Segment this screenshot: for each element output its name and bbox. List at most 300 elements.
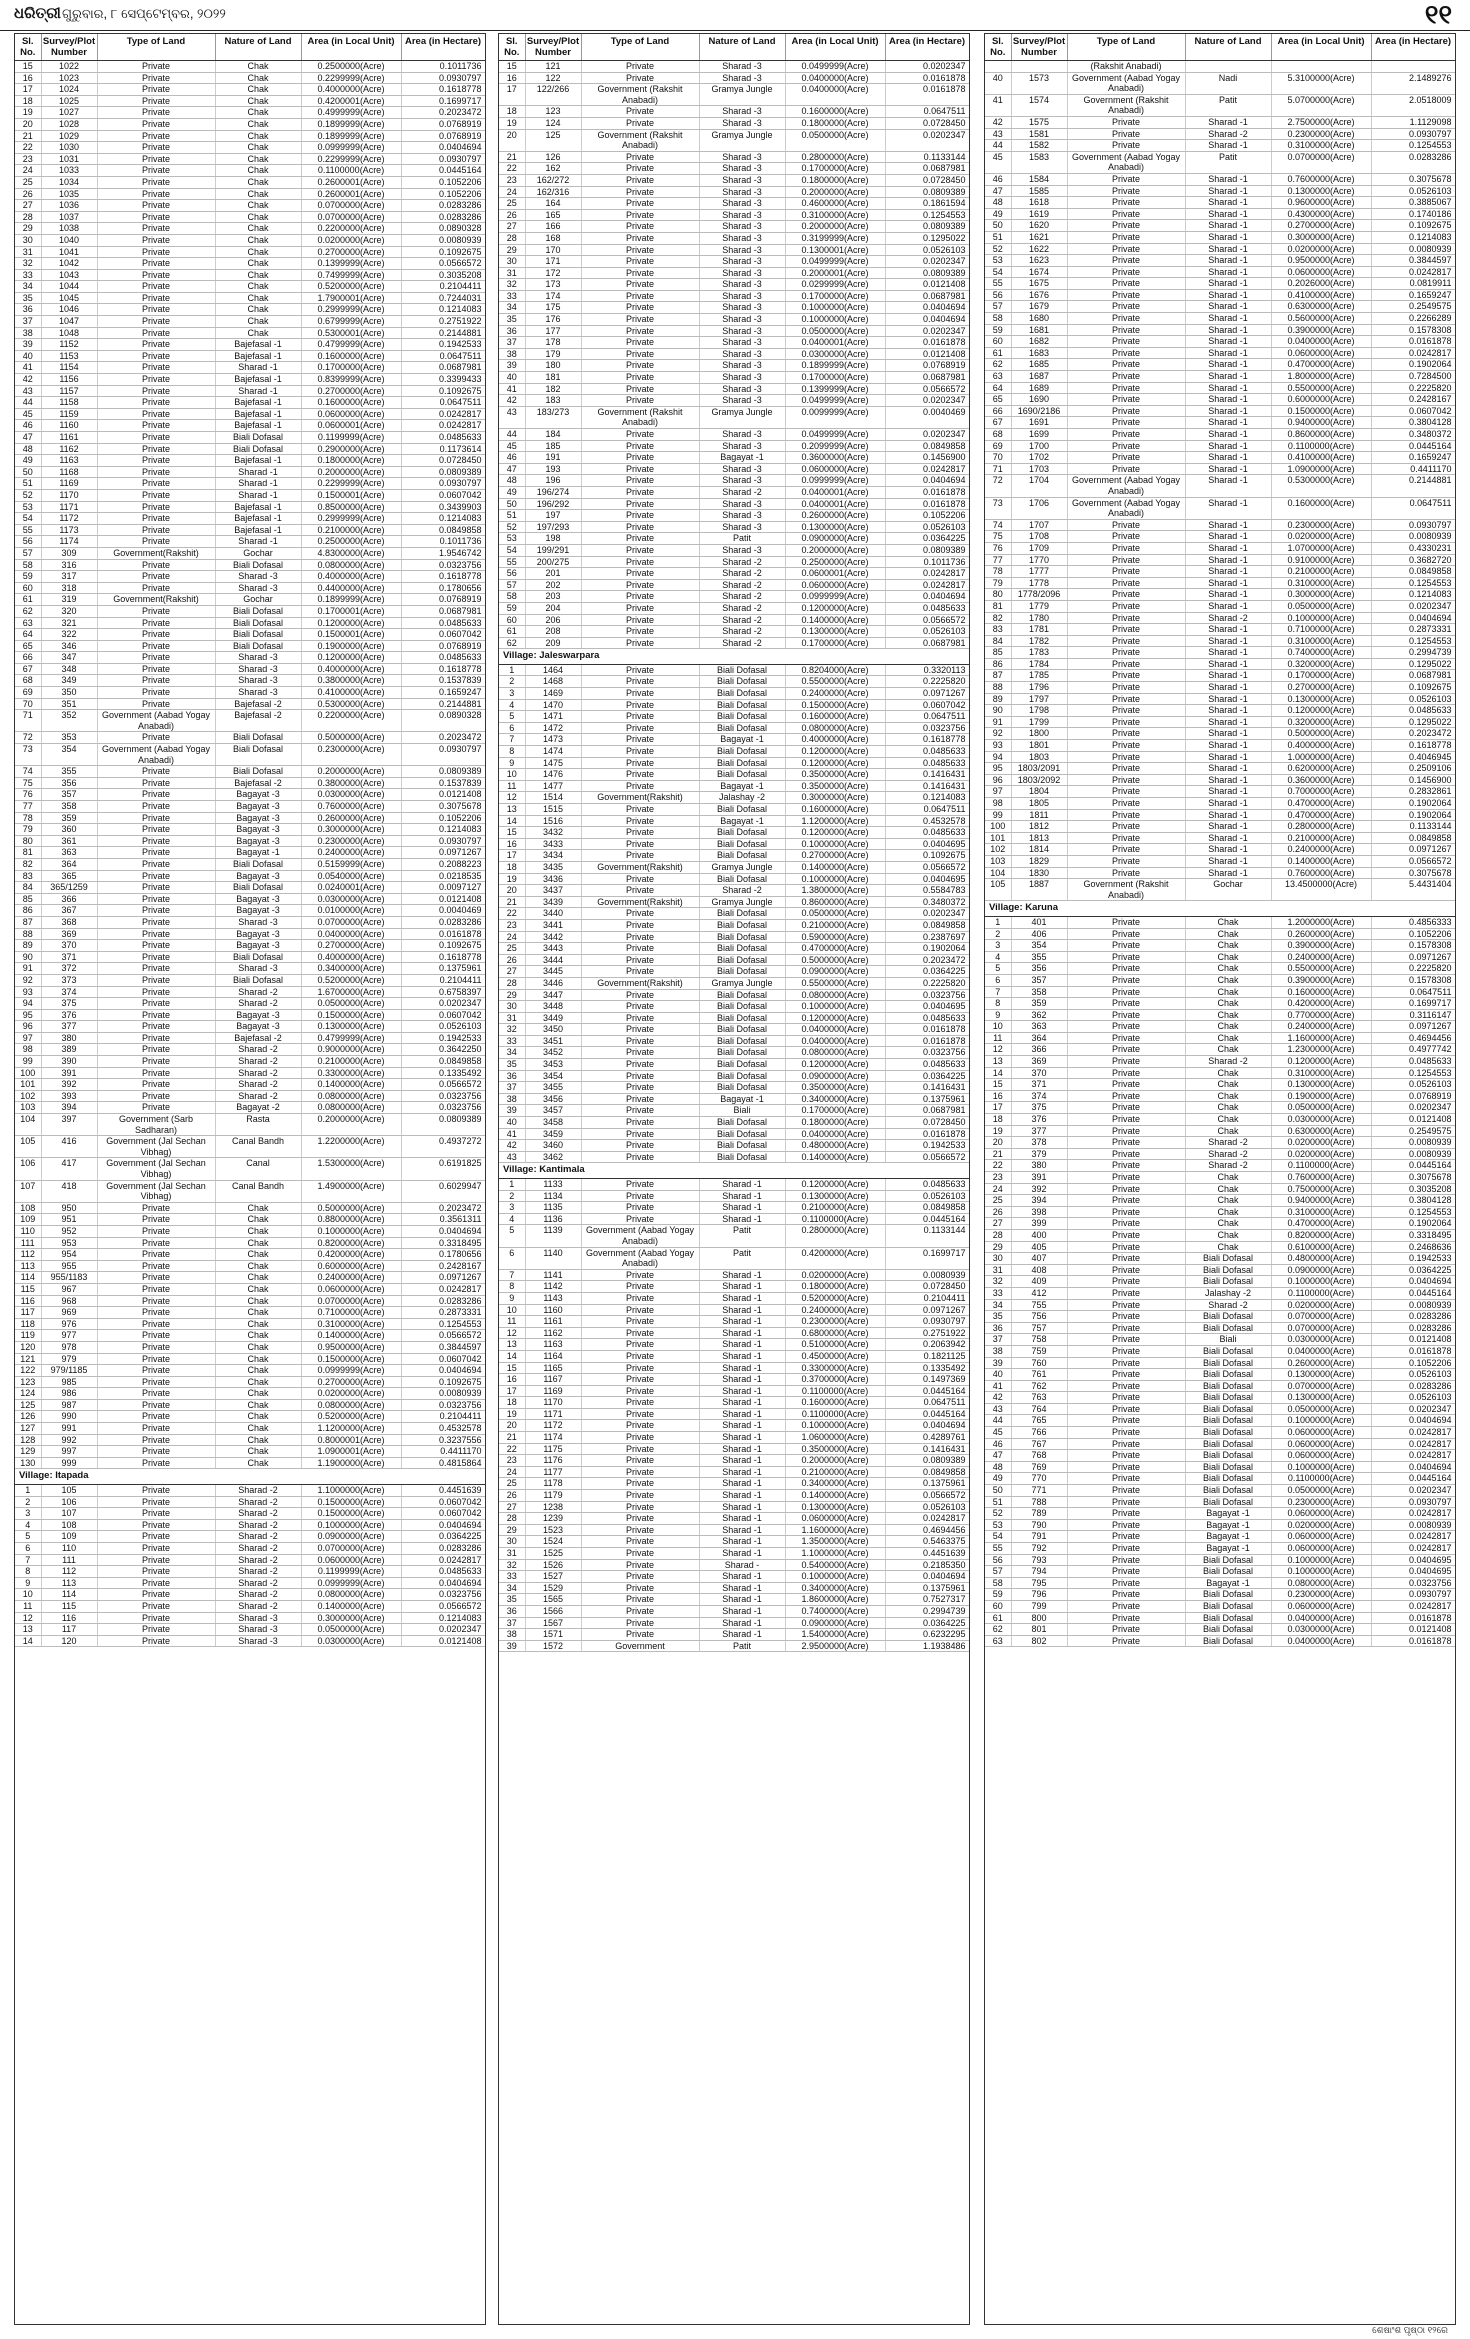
dateline: ଗୁରୁବାର, ୮ ସେପ୍ଟେମ୍ବର, ୨୦୨୨ [62, 6, 226, 21]
area-local-cell: 0.2900000(Acre) [301, 443, 401, 455]
sl-no-cell: 15 [15, 61, 41, 73]
area-hectare-cell: 0.1699717 [885, 1247, 969, 1269]
survey-plot-cell: 1779 [1011, 600, 1067, 612]
land-type-cell: Private [581, 72, 699, 84]
sl-no-cell: 13 [499, 1339, 525, 1351]
land-type-cell: Private [581, 1455, 699, 1467]
sl-no-cell: 29 [499, 1524, 525, 1536]
sl-no-cell: 27 [499, 221, 525, 233]
area-local-cell: 0.3100000(Acre) [1271, 577, 1371, 589]
area-local-cell: 0.9400000(Acre) [1271, 1195, 1371, 1207]
land-nature-cell: Sharad -2 [1185, 1056, 1271, 1068]
land-nature-cell: Biali Dofasal [699, 966, 785, 978]
land-nature-cell: Biali Dofasal [699, 850, 785, 862]
land-nature-cell: Chak [215, 281, 301, 293]
table-row [499, 1024, 969, 1036]
table-row [499, 579, 969, 591]
survey-plot-cell: 375 [41, 998, 97, 1010]
land-nature-cell: Sharad -2 [215, 1079, 301, 1091]
area-hectare-cell: 0.1011736 [885, 556, 969, 568]
land-type-cell: Private [581, 198, 699, 210]
survey-plot-cell: 1153 [41, 350, 97, 362]
land-nature-cell: Sharad -1 [1185, 751, 1271, 763]
survey-plot-cell: 348 [41, 663, 97, 675]
survey-plot-cell: 757 [1011, 1322, 1067, 1334]
area-hectare-cell: 0.0161878 [885, 337, 969, 349]
area-local-cell: 0.1500001(Acre) [301, 629, 401, 641]
survey-plot-cell: 3447 [525, 989, 581, 1001]
land-type-cell: Private [581, 1490, 699, 1502]
table-row [15, 905, 485, 917]
table-row [499, 302, 969, 314]
survey-plot-cell: 1573 [1011, 72, 1067, 94]
area-hectare-cell: 0.2266289 [1371, 313, 1455, 325]
land-type-cell: Private [1067, 774, 1185, 786]
table-row [985, 1624, 1455, 1636]
land-nature-cell: Sharad -1 [699, 1190, 785, 1202]
land-nature-cell: Sharad -1 [1185, 371, 1271, 383]
survey-plot-cell: 111 [41, 1554, 97, 1566]
land-type-cell: Private [581, 1179, 699, 1191]
table-row [985, 128, 1455, 140]
area-hectare-cell: 0.0323756 [885, 1047, 969, 1059]
area-local-cell: 1.0900001(Acre) [301, 1446, 401, 1458]
land-nature-cell: Chak [1185, 1102, 1271, 1114]
table-row [15, 1090, 485, 1102]
area-hectare-cell: 0.0161878 [885, 1024, 969, 1036]
sl-no-cell: 17 [985, 1102, 1011, 1114]
area-hectare-cell: 0.4330231 [1371, 542, 1455, 554]
table-row [15, 571, 485, 583]
table-row [499, 885, 969, 897]
land-type-cell: Private [581, 279, 699, 291]
area-hectare-cell: 0.1214083 [1371, 231, 1455, 243]
table-row [15, 1114, 485, 1136]
land-nature-cell: Sharad -1 [1185, 405, 1271, 417]
land-type-cell: Private [97, 1202, 215, 1214]
table-row [499, 919, 969, 931]
land-type-cell: Private [1067, 940, 1185, 952]
area-local-cell: 0.0299999(Acre) [785, 279, 885, 291]
area-hectare-cell: 0.0404694 [401, 1365, 485, 1377]
table-row [15, 559, 485, 571]
area-local-cell: 0.4200001(Acre) [301, 95, 401, 107]
land-nature-cell: Bajefasal -1 [215, 513, 301, 525]
land-type-cell: Private [581, 1190, 699, 1202]
sl-no-cell: 61 [15, 594, 41, 606]
area-local-cell: 0.2300000(Acre) [301, 835, 401, 847]
land-nature-cell: Biali Dofasal [699, 769, 785, 781]
survey-plot-cell: 363 [41, 847, 97, 859]
table-row [499, 1047, 969, 1059]
land-nature-cell: Sharad -3 [215, 687, 301, 699]
land-type-cell: Private [1067, 1450, 1185, 1462]
land-type-cell: Private [1067, 208, 1185, 220]
land-type-cell: Private [97, 1295, 215, 1307]
survey-plot-cell: 789 [1011, 1508, 1067, 1520]
area-local-cell: 0.1500000(Acre) [301, 1353, 401, 1365]
sl-no-cell: 66 [985, 405, 1011, 417]
land-type-cell: Private [581, 1151, 699, 1163]
land-type-cell: Private [97, 1388, 215, 1400]
land-nature-cell: Sharad -3 [699, 290, 785, 302]
area-local-cell: 0.1200000(Acre) [1271, 1056, 1371, 1068]
sl-no-cell: 44 [15, 397, 41, 409]
land-nature-cell: Gramya Jungle [699, 406, 785, 428]
table-row [985, 998, 1455, 1010]
survey-plot-cell: 1515 [525, 804, 581, 816]
land-type-cell: Private [581, 1202, 699, 1214]
land-type-cell: Private [581, 151, 699, 163]
land-type-cell: Private [1067, 1635, 1185, 1647]
sl-no-cell: 55 [985, 1543, 1011, 1555]
survey-plot-cell: 1799 [1011, 716, 1067, 728]
survey-plot-cell: 322 [41, 629, 97, 641]
table-row [985, 278, 1455, 290]
area-local-cell: 0.0200000(Acre) [301, 1388, 401, 1400]
sl-no-cell: 40 [15, 350, 41, 362]
table-row [985, 1032, 1455, 1044]
land-type-cell: Private [1067, 173, 1185, 185]
area-hectare-cell: 0.0647511 [885, 1397, 969, 1409]
table-row [15, 1032, 485, 1044]
land-type-cell: Private [1067, 1485, 1185, 1497]
land-nature-cell: Sharad -1 [1185, 867, 1271, 879]
area-local-cell: 0.9400000(Acre) [1271, 417, 1371, 429]
land-type-cell: Private [581, 1605, 699, 1617]
area-local-cell: 0.1000000(Acre) [301, 1225, 401, 1237]
land-type-cell: Private [581, 209, 699, 221]
area-local-cell: 0.1500000(Acre) [1271, 405, 1371, 417]
land-nature-cell: Sharad -2 [699, 556, 785, 568]
sl-no-cell: 51 [985, 231, 1011, 243]
area-hectare-cell: 0.1295022 [885, 232, 969, 244]
land-nature-cell: Sharad -2 [699, 614, 785, 626]
area-local-cell: 0.1000000(Acre) [1271, 1554, 1371, 1566]
area-local-cell: 0.4800000(Acre) [1271, 1253, 1371, 1265]
sl-no-cell: 10 [499, 1304, 525, 1316]
sl-no-cell: 39 [499, 360, 525, 372]
area-hectare-cell: 0.2023472 [1371, 728, 1455, 740]
land-type-cell: Private [1067, 1612, 1185, 1624]
sl-no-cell: 14 [499, 1350, 525, 1362]
table-row [15, 1600, 485, 1612]
land-type-cell: Private [581, 1105, 699, 1117]
area-hectare-cell: 0.1375961 [885, 1093, 969, 1105]
survey-plot-cell: 110 [41, 1543, 97, 1555]
area-hectare-cell: 0.0728450 [885, 1117, 969, 1129]
land-nature-cell: Sharad -1 [699, 1269, 785, 1281]
table-row [15, 1158, 485, 1180]
area-local-cell: 0.1100000(Acre) [785, 1213, 885, 1225]
survey-plot-cell: 1565 [525, 1594, 581, 1606]
table-row [499, 850, 969, 862]
land-type-cell: Private [581, 1024, 699, 1036]
area-local-cell: 0.0099999(Acre) [785, 406, 885, 428]
survey-plot-cell: 1156 [41, 374, 97, 386]
land-type-cell: Private [581, 452, 699, 464]
table-row [15, 153, 485, 165]
area-local-cell: 0.1500001(Acre) [301, 489, 401, 501]
sl-no-cell: 86 [985, 658, 1011, 670]
sl-no-cell: 49 [985, 208, 1011, 220]
land-nature-cell: Biali Dofasal [1185, 1369, 1271, 1381]
area-local-cell: 0.1000000(Acre) [785, 314, 885, 326]
land-nature-cell: Sharad -1 [699, 1179, 785, 1191]
survey-plot-cell: 951 [41, 1214, 97, 1226]
area-hectare-cell: 0.0526103 [1371, 185, 1455, 197]
area-hectare-cell: 0.2104411 [401, 281, 485, 293]
sl-no-cell: 79 [985, 577, 1011, 589]
table-row [15, 130, 485, 142]
land-type-cell: Government (Aabad Yogay Anabadi) [1067, 151, 1185, 173]
table-row [499, 792, 969, 804]
area-local-cell: 0.2299999(Acre) [301, 153, 401, 165]
land-type-cell: Private [1067, 963, 1185, 975]
land-nature-cell: Sharad -1 [1185, 313, 1271, 325]
sl-no-cell: 42 [15, 374, 41, 386]
table-row [15, 675, 485, 687]
area-hectare-cell: 0.0161878 [1371, 1612, 1455, 1624]
area-hectare-cell: 0.0242817 [1371, 1438, 1455, 1450]
table-row [15, 652, 485, 664]
table-row [499, 1105, 969, 1117]
sl-no-cell: 106 [15, 1158, 41, 1180]
area-local-cell: 0.1400000(Acre) [785, 614, 885, 626]
land-type-cell: Private [581, 290, 699, 302]
table-row [15, 1214, 485, 1226]
survey-plot-cell: 1618 [1011, 197, 1067, 209]
land-type-cell: Government(Rakshit) [97, 547, 215, 559]
table-row [499, 475, 969, 487]
area-hectare-cell: 0.0485633 [885, 746, 969, 758]
land-nature-cell: Biali Dofasal [1185, 1380, 1271, 1392]
area-local-cell: 0.1200000(Acre) [785, 602, 885, 614]
table-row [15, 847, 485, 859]
sl-no-cell: 107 [15, 1180, 41, 1202]
table-row [499, 977, 969, 989]
survey-plot-cell: 1472 [525, 722, 581, 734]
table-row [985, 1508, 1455, 1520]
sl-no-cell: 19 [985, 1125, 1011, 1137]
area-hectare-cell: 0.0404694 [401, 1519, 485, 1531]
area-hectare-cell: 0.2549575 [1371, 1125, 1455, 1137]
land-type-cell: Private [1067, 1508, 1185, 1520]
area-local-cell: 0.1900000(Acre) [301, 640, 401, 652]
survey-plot-cell: 1784 [1011, 658, 1067, 670]
sl-no-cell: 51 [15, 478, 41, 490]
table-row [985, 1253, 1455, 1265]
land-type-cell: Private [581, 1070, 699, 1082]
survey-plot-cell: 1044 [41, 281, 97, 293]
area-hectare-cell: 0.1052206 [885, 510, 969, 522]
area-local-cell: 0.4999999(Acre) [301, 107, 401, 119]
land-type-cell: Private [97, 304, 215, 316]
land-nature-cell: Sharad -2 [215, 1577, 301, 1589]
area-hectare-cell: 0.0242817 [885, 463, 969, 475]
land-nature-cell: Biali Dofasal [699, 757, 785, 769]
area-local-cell: 0.1500000(Acre) [785, 699, 885, 711]
area-hectare-cell: 0.1578308 [1371, 974, 1455, 986]
land-type-cell: Private [97, 200, 215, 212]
table-row [499, 533, 969, 545]
land-type-cell: Private [97, 571, 215, 583]
land-type-cell: Government (Aabad Yogay Anabadi) [1067, 497, 1185, 519]
table-row [985, 1183, 1455, 1195]
area-hectare-cell: 0.0566572 [885, 861, 969, 873]
area-local-cell: 0.0900000(Acre) [301, 1531, 401, 1543]
sl-no-cell: 42 [499, 395, 525, 407]
survey-plot-cell: 1780 [1011, 612, 1067, 624]
survey-plot-cell: 114 [41, 1589, 97, 1601]
sl-no-cell: 28 [15, 211, 41, 223]
table-row [499, 626, 969, 638]
land-type-cell: Private [1067, 1403, 1185, 1415]
land-nature-cell: Sharad -1 [1185, 452, 1271, 464]
survey-plot-cell: 1527 [525, 1571, 581, 1583]
land-nature-cell: Sharad -3 [699, 106, 785, 118]
survey-plot-cell: 1133 [525, 1179, 581, 1191]
sl-no-cell: 4 [499, 1213, 525, 1225]
table-row [15, 478, 485, 490]
sl-no-cell: 17 [15, 84, 41, 96]
area-hectare-cell: 0.1133144 [1371, 821, 1455, 833]
area-hectare-cell: 0.0404694 [1371, 612, 1455, 624]
survey-plot-cell: 394 [1011, 1195, 1067, 1207]
survey-plot-cell: 121 [525, 61, 581, 73]
sl-no-cell: 33 [499, 1035, 525, 1047]
sl-no-cell: 9 [985, 1009, 1011, 1021]
survey-plot-cell: 359 [1011, 998, 1067, 1010]
land-nature-cell: Sharad -2 [215, 1531, 301, 1543]
area-hectare-cell: 0.1052206 [401, 812, 485, 824]
area-local-cell: 4.8300000(Acre) [301, 547, 401, 559]
area-local-cell: 0.5400000(Acre) [785, 1559, 885, 1571]
sl-no-cell: 15 [499, 61, 525, 73]
sl-no-cell: 19 [499, 117, 525, 129]
sl-no-cell: 11 [15, 1600, 41, 1612]
table-row [985, 1276, 1455, 1288]
land-nature-cell: Chak [215, 223, 301, 235]
sl-no-cell: 34 [985, 1299, 1011, 1311]
area-hectare-cell: 0.0323756 [1371, 1577, 1455, 1589]
area-hectare-cell: 0.1092675 [401, 1376, 485, 1388]
table-row [15, 61, 485, 73]
land-type-cell: Private [581, 1374, 699, 1386]
land-type-cell: Private [581, 163, 699, 175]
survey-plot-cell: 1803/2091 [1011, 763, 1067, 775]
survey-plot-cell: 1169 [41, 478, 97, 490]
table-row [985, 986, 1455, 998]
area-local-cell: 0.2400000(Acre) [1271, 1021, 1371, 1033]
area-local-cell: 0.0600000(Acre) [1271, 1600, 1371, 1612]
table-row [499, 117, 969, 129]
land-nature-cell: Sharad -3 [215, 675, 301, 687]
sl-no-cell: 103 [985, 855, 1011, 867]
table-row [15, 1635, 485, 1647]
survey-plot-cell: 168 [525, 232, 581, 244]
survey-plot-cell: 767 [1011, 1438, 1067, 1450]
sl-no-cell: 16 [499, 1374, 525, 1386]
sl-no-cell: 52 [15, 489, 41, 501]
area-hectare-cell: 0.0242817 [1371, 1508, 1455, 1520]
area-local-cell: 0.2400000(Acre) [301, 847, 401, 859]
table-row [15, 928, 485, 940]
land-type-cell: Private [97, 1237, 215, 1249]
survey-plot-cell: 968 [41, 1295, 97, 1307]
survey-plot-cell: 1524 [525, 1536, 581, 1548]
land-nature-cell: Sharad -2 [1185, 1160, 1271, 1172]
area-local-cell: 0.0300000(Acre) [301, 893, 401, 905]
area-local-cell: 0.2300000(Acre) [785, 1316, 885, 1328]
area-hectare-cell: 0.4937272 [401, 1136, 485, 1158]
survey-plot-cell: 113 [41, 1577, 97, 1589]
land-nature-cell: Biali Dofasal [699, 1117, 785, 1129]
survey-plot-cell: 1708 [1011, 531, 1067, 543]
land-type-cell: Private [581, 1047, 699, 1059]
survey-plot-cell: 955/1183 [41, 1272, 97, 1284]
table-row [499, 688, 969, 700]
sl-no-cell: 47 [15, 432, 41, 444]
area-local-cell: 0.1600000(Acre) [301, 350, 401, 362]
table-row [499, 1059, 969, 1071]
survey-plot-cell: 953 [41, 1237, 97, 1249]
area-local-cell: 0.1500000(Acre) [301, 1009, 401, 1021]
survey-plot-cell: 770 [1011, 1473, 1067, 1485]
area-local-cell: 0.4200000(Acre) [785, 1247, 885, 1269]
area-hectare-cell: 0.0687981 [885, 163, 969, 175]
area-local-cell: 0.2700000(Acre) [785, 850, 885, 862]
area-hectare-cell: 0.0080939 [401, 1388, 485, 1400]
land-nature-cell: Bagayat -3 [215, 835, 301, 847]
area-local-cell: 0.3200000(Acre) [1271, 658, 1371, 670]
area-hectare-cell: 0.3320113 [885, 664, 969, 676]
header-area-hectare: Area (in Hectare) [885, 34, 969, 61]
land-nature-cell: Chak [215, 1353, 301, 1365]
area-hectare-cell: 0.0121408 [401, 789, 485, 801]
table-row [499, 1617, 969, 1629]
land-nature-cell: Sharad -3 [215, 652, 301, 664]
area-hectare-cell: 0.0242817 [1371, 1543, 1455, 1555]
village-heading: Village: Karuna [985, 901, 1455, 917]
area-local-cell: 0.1000000(Acre) [1271, 1276, 1371, 1288]
area-hectare-cell: 0.7284500 [1371, 371, 1455, 383]
table-row [499, 1408, 969, 1420]
table-row [499, 510, 969, 522]
sl-no-cell: 118 [15, 1318, 41, 1330]
table-row [499, 1001, 969, 1013]
land-type-cell: Private [97, 582, 215, 594]
land-type-cell: Private [581, 1269, 699, 1281]
survey-plot-cell: 790 [1011, 1519, 1067, 1531]
survey-plot-cell: 1029 [41, 130, 97, 142]
area-local-cell: 0.0700000(Acre) [301, 200, 401, 212]
survey-plot-cell: 162/316 [525, 186, 581, 198]
table-row [985, 566, 1455, 578]
survey-plot-cell: 1582 [1011, 140, 1067, 152]
area-hectare-cell: 0.0687981 [885, 372, 969, 384]
area-local-cell: 1.3500000(Acre) [785, 1536, 885, 1548]
table-row [499, 406, 969, 428]
survey-plot-cell: 176 [525, 314, 581, 326]
survey-plot-cell: 1174 [41, 536, 97, 548]
area-hectare-cell: 0.0849858 [885, 919, 969, 931]
land-type-cell: Private [97, 165, 215, 177]
survey-plot-cell: 349 [41, 675, 97, 687]
land-type-cell: Private [581, 1304, 699, 1316]
land-nature-cell: Sharad -2 [215, 1519, 301, 1531]
table-row [15, 432, 485, 444]
